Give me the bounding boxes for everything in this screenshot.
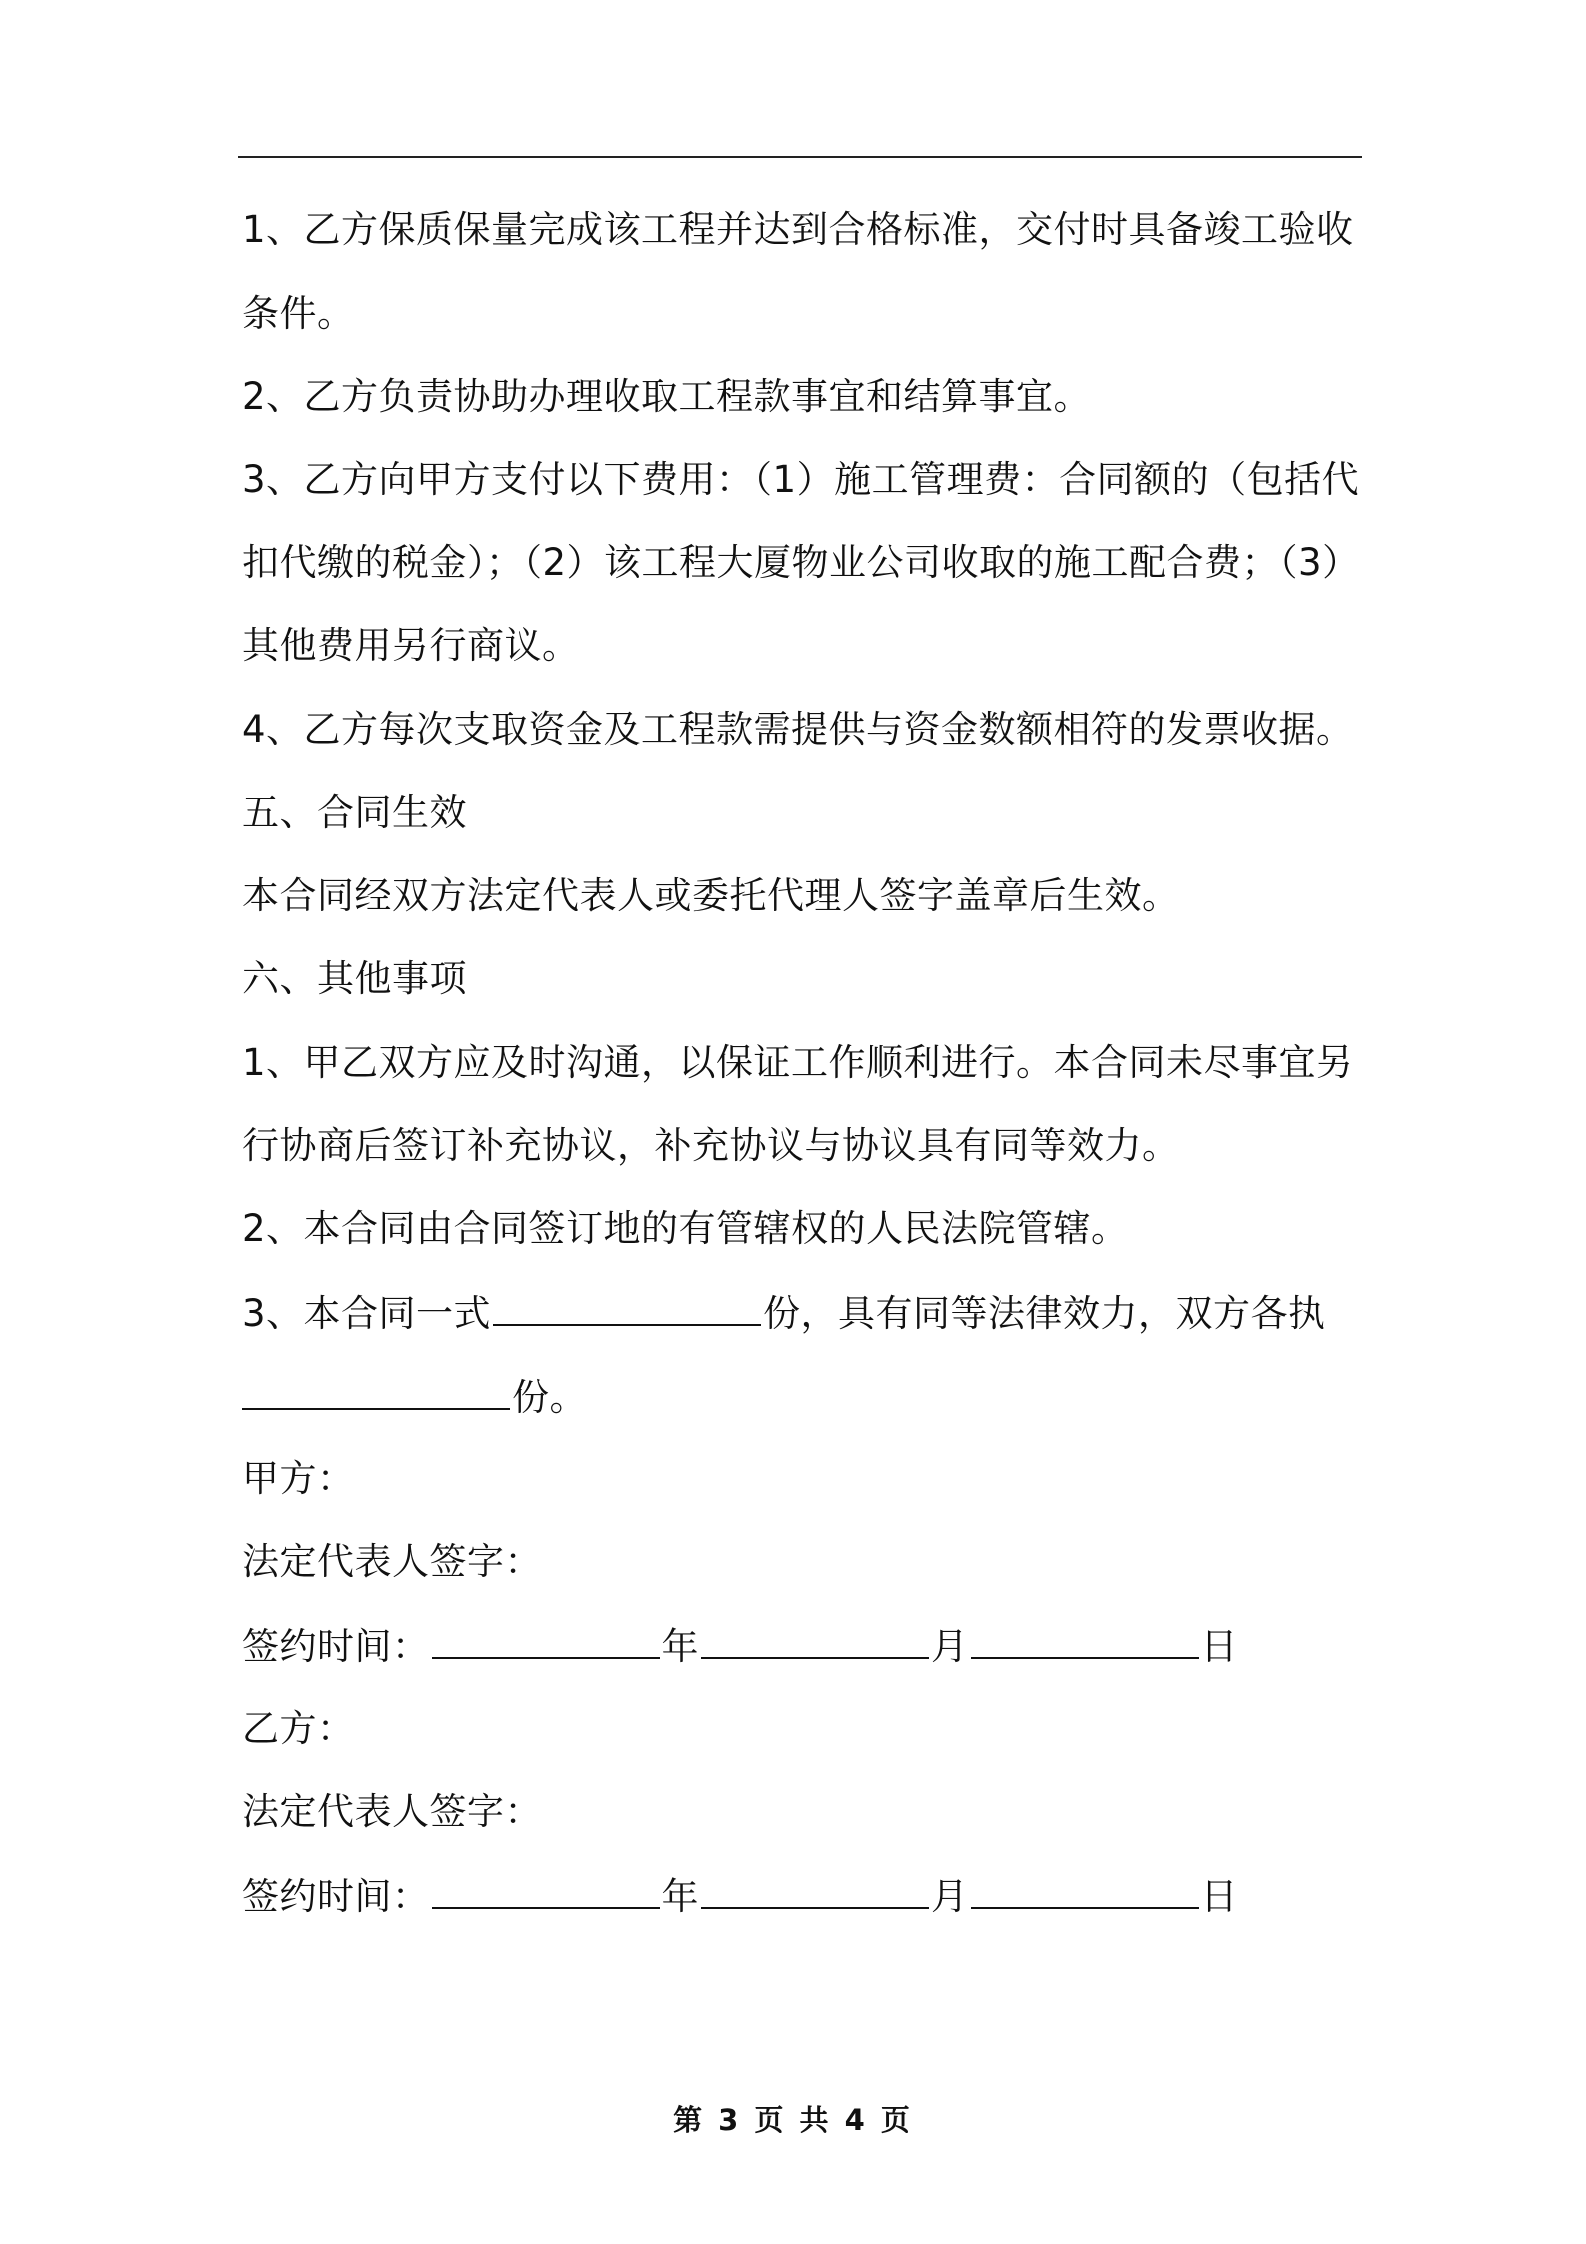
party-a-year-blank[interactable]	[432, 1623, 660, 1659]
section-6-item-2: 2、本合同由合同签订地的有管辖权的人民法院管辖。	[242, 1207, 1129, 1250]
month-label: 月	[931, 1875, 969, 1918]
section-6-item-1: 1、甲乙双方应及时沟通，以保证工作顺利进行。本合同未尽事宜另	[242, 1041, 1354, 1084]
party-b-month-blank[interactable]	[701, 1873, 929, 1909]
clause-1-continuation: 条件。	[242, 292, 355, 335]
party-a-date-line	[242, 1623, 1238, 1669]
clause-3-continuation-2: 其他费用另行商议。	[242, 624, 580, 667]
party-a-label: 甲方：	[242, 1457, 355, 1500]
section-6-item-3	[242, 1290, 1326, 1336]
party-b-year-blank[interactable]	[432, 1873, 660, 1909]
section-6-item-3-cont-suffix: 份。	[512, 1376, 587, 1419]
day-label: 日	[1200, 1625, 1238, 1668]
section-5-text: 本合同经双方法定代表人或委托代理人签字盖章后生效。	[242, 874, 1180, 917]
clause-2: 2、乙方负责协助办理收取工程款事宜和结算事宜。	[242, 375, 1092, 418]
clause-3: 3、乙方向甲方支付以下费用：（1）施工管理费：合同额的（包括代	[242, 458, 1360, 501]
year-label: 年	[661, 1875, 699, 1918]
party-b-date-label: 签约时间：	[242, 1875, 430, 1918]
party-b-date-line	[242, 1873, 1238, 1919]
section-6-item-3-prefix: 3、本合同一式	[242, 1292, 492, 1335]
party-b-representative-label: 法定代表人签字：	[242, 1790, 542, 1833]
clause-3-continuation-1: 扣代缴的税金）；（2）该工程大厦物业公司收取的施工配合费；（3）	[242, 541, 1360, 584]
party-b-day-blank[interactable]	[971, 1873, 1199, 1909]
day-label: 日	[1200, 1875, 1238, 1918]
section-6-item-3-suffix: 份，具有同等法律效力，双方各执	[763, 1292, 1326, 1335]
party-b-label: 乙方：	[242, 1707, 355, 1750]
header-rule	[238, 156, 1362, 158]
clause-4: 4、乙方每次支取资金及工程款需提供与资金数额相符的发票收据。	[242, 708, 1354, 751]
month-label: 月	[931, 1625, 969, 1668]
copies-total-blank[interactable]	[493, 1290, 761, 1326]
clause-1: 1、乙方保质保量完成该工程并达到合格标准，交付时具备竣工验收	[242, 208, 1354, 251]
party-a-representative-label: 法定代表人签字：	[242, 1540, 542, 1583]
page-number: 第 3 页 共 4 页	[673, 2103, 913, 2137]
year-label: 年	[661, 1625, 699, 1668]
party-a-day-blank[interactable]	[971, 1623, 1199, 1659]
section-6-heading: 六、其他事项	[242, 957, 467, 1000]
section-5-heading: 五、合同生效	[242, 791, 467, 834]
party-a-month-blank[interactable]	[701, 1623, 929, 1659]
section-6-item-1-continuation: 行协商后签订补充协议，补充协议与协议具有同等效力。	[242, 1124, 1180, 1167]
party-a-date-label: 签约时间：	[242, 1625, 430, 1668]
section-6-item-3-continuation	[242, 1374, 587, 1420]
copies-each-blank[interactable]	[242, 1374, 510, 1410]
